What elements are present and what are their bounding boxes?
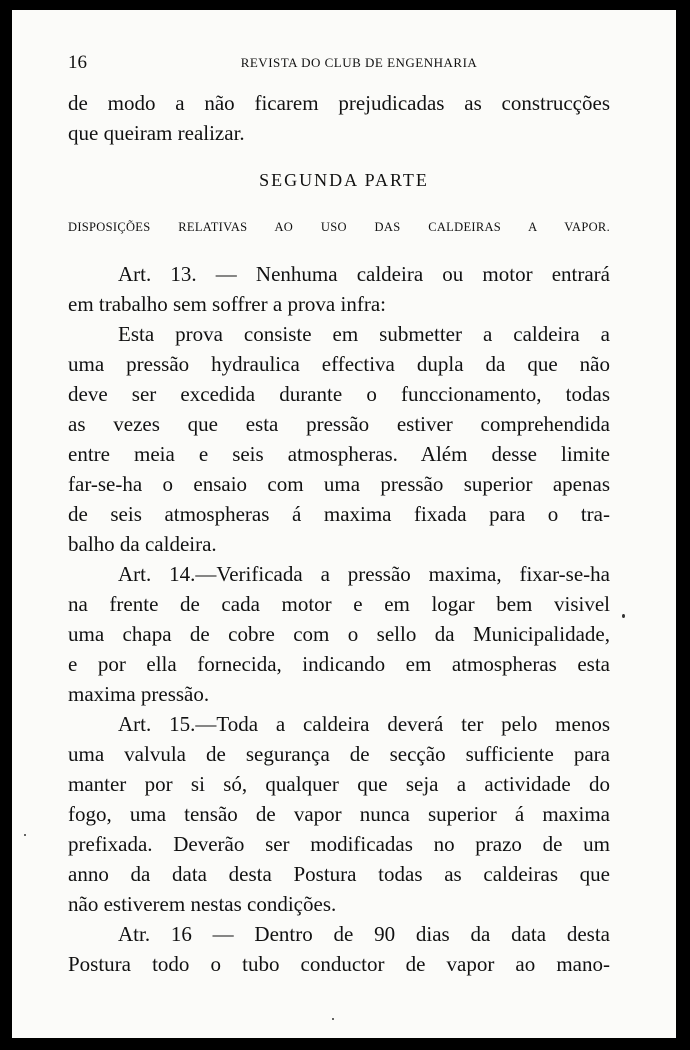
text-line: Esta prova consiste em submetter a caldeira a: [118, 322, 610, 346]
text-line: de modo a não ficarem prejudicadas as construcções: [68, 91, 610, 115]
text-line: far-se-ha o ensaio com uma pressão superior apenas: [68, 472, 610, 496]
text-line: na frente de cada motor e em logar bem visivel: [68, 592, 610, 616]
text-line: prefixada. Deverão ser modificadas no prazo de um: [68, 832, 610, 856]
text-line: maxima pressão.: [68, 682, 210, 706]
journal-title: REVISTA DO CLUB DE ENGENHARIA: [240, 55, 478, 70]
page-number: 16: [68, 52, 87, 73]
text-line: balho da caldeira.: [68, 532, 217, 556]
text-line: em trabalho sem soffrer a prova infra:: [68, 292, 386, 316]
text-line: uma chapa de cobre com o sello da Municipalidade,: [68, 622, 610, 646]
text-line: as vezes que esta pressão estiver comprehendida: [68, 412, 610, 436]
text-line: anno da data desta Postura todas as caldeiras que: [68, 862, 610, 886]
text-line: fogo, uma tensão de vapor nunca superior á maxima: [68, 802, 610, 826]
text-line: Atr. 16 — Dentro de 90 dias da data desta: [118, 922, 610, 946]
text-line: Postura todo o tubo conductor de vapor ao mano-: [68, 952, 610, 976]
text-line: não estiverem nestas condições.: [68, 892, 337, 916]
part-title: SEGUNDA PARTE: [259, 170, 429, 190]
text-line: Art. 13. — Nenhuma caldeira ou motor entrará: [118, 262, 610, 286]
book-page: [12, 10, 676, 1038]
running-head: [12, 52, 676, 76]
text-line: deve ser excedida durante o funccionamento, todas: [68, 382, 610, 406]
intro-paragraph: [68, 88, 610, 148]
section-title: DISPOSIÇÕES RELATIVAS AO USO DAS CALDEIRAS A VAPOR.: [68, 220, 610, 234]
ink-speck: [622, 614, 625, 618]
text-line: Art. 14.—Verificada a pressão maxima, fixar-se-ha: [118, 562, 610, 586]
text-line: e por ella fornecida, indicando em atmospheras esta: [68, 652, 610, 676]
text-line: manter por si só, qualquer que seja a actividade do: [68, 772, 610, 796]
ink-speck: [24, 834, 26, 836]
text-line: uma valvula de segurança de secção sufficiente para: [68, 742, 610, 766]
text-line: de seis atmospheras á maxima fixada para o tra-: [68, 502, 610, 526]
text-line: que queiram realizar.: [68, 121, 245, 145]
article-13: [68, 259, 610, 979]
ink-speck: [332, 1018, 334, 1020]
text-line: Art. 15.—Toda a caldeira deverá ter pelo menos: [118, 712, 610, 736]
text-line: entre meia e seis atmospheras. Além desse limite: [68, 442, 610, 466]
text-line: uma pressão hydraulica effectiva dupla da que não: [68, 352, 610, 376]
